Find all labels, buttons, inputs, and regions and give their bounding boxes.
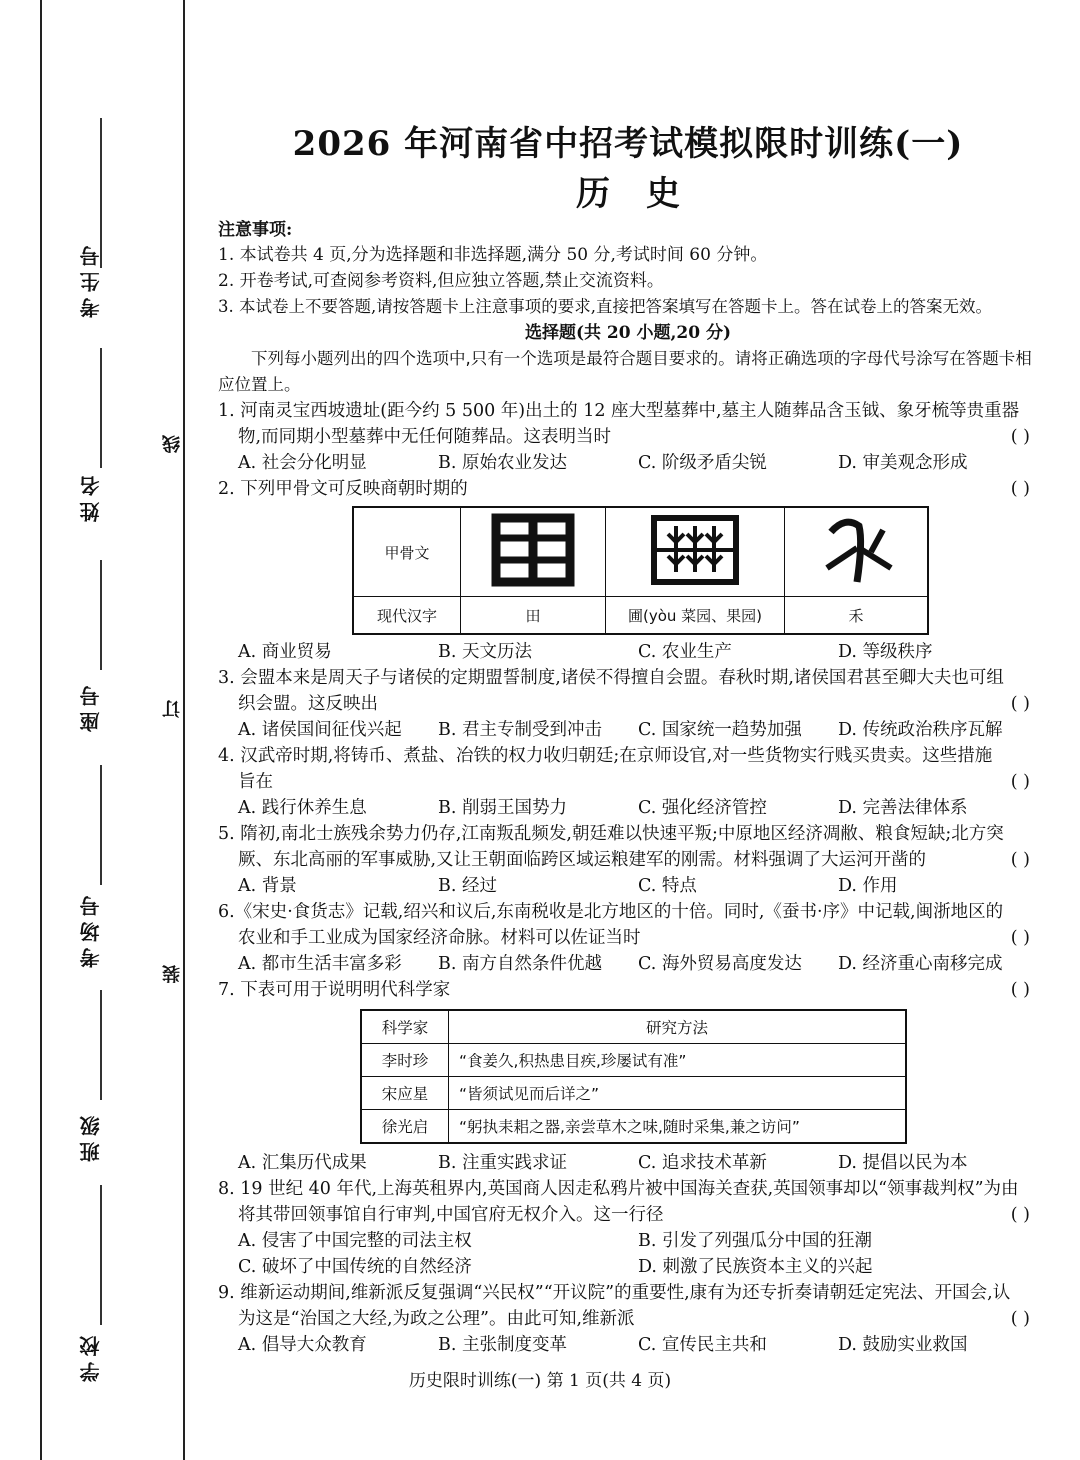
options-q8-row2 — [218, 1254, 1038, 1280]
table-row — [361, 1110, 906, 1144]
answer-blank: ( ) — [1010, 479, 1030, 499]
question-stem: 7. 下表可用于说明明代科学家 ( ) — [218, 977, 1038, 1003]
option-a: A. 践行休养生息 — [238, 798, 367, 818]
subject-title: 历史 — [576, 174, 716, 214]
option-c: C. 特点 — [638, 876, 697, 896]
option-a: A. 侵害了中国完整的司法主权 — [238, 1231, 472, 1251]
options-q1 — [218, 450, 1038, 476]
field-label-name: 姓名 — [79, 470, 103, 522]
scientist-method: “食姜久,积热患目疾,珍屡试有准” — [449, 1044, 907, 1077]
option-a: A. 倡导大众教育 — [238, 1335, 367, 1355]
oracle-pu-icon — [640, 512, 750, 588]
answer-blank: ( ) — [1010, 980, 1030, 1000]
question-2 — [218, 476, 1038, 502]
question-stem-cont: 织会盟。这反映出 ( ) — [218, 691, 1038, 717]
option-b: B. 削弱王国势力 — [438, 798, 567, 818]
option-d: D. 作用 — [838, 876, 898, 896]
question-5 — [218, 821, 1038, 873]
option-d: D. 经济重心南移完成 — [838, 954, 1003, 974]
options-q7 — [218, 1150, 1038, 1176]
question-stem: 5. 隋初,南北士族残余势力仍存,江南叛乱频发,朝廷难以快速平叛;中原地区经济凋敝、粮食短缺;北方突 — [218, 824, 1004, 844]
oracle-tian-icon — [478, 512, 588, 588]
option-d: D. 审美观念形成 — [838, 453, 968, 473]
option-c: C. 国家统一趋势加强 — [638, 720, 802, 740]
question-stem-cont: 物,而同期小型墓葬中无任何随葬品。这表明当时 ( ) — [218, 424, 1038, 450]
options-q4 — [218, 795, 1038, 821]
scientist-method: “躬执耒耜之器,亲尝草木之味,随时采集,兼之访问” — [449, 1110, 907, 1144]
field-line-seat — [100, 560, 102, 670]
option-d: D. 刺激了民族资本主义的兴起 — [638, 1257, 873, 1277]
table-row — [361, 1044, 906, 1077]
modern-char: 田 — [461, 597, 606, 635]
scientist-name: 宋应星 — [361, 1077, 449, 1110]
field-line-school — [100, 1185, 102, 1325]
option-a: A. 都市生活丰富多彩 — [238, 954, 402, 974]
field-line-class — [100, 990, 102, 1100]
option-a: A. 社会分化明显 — [238, 453, 367, 473]
binding-word-zhuang: 装 — [162, 965, 183, 983]
modern-char: 禾 — [785, 597, 929, 635]
oracle-he-icon — [801, 512, 911, 588]
scientist-table — [360, 1009, 907, 1144]
options-q9 — [218, 1332, 1038, 1358]
field-label-exam-number: 考生号 — [79, 240, 103, 318]
option-c: C. 农业生产 — [638, 642, 732, 662]
question-stem: 6.《宋史·食货志》记载,绍兴和议后,东南税收是北方地区的十倍。同时,《蚕书·序》中记载,闽浙地区的 — [218, 902, 1004, 922]
scientist-name: 徐光启 — [361, 1110, 449, 1144]
options-q5 — [218, 873, 1038, 899]
question-stem-cont: 旨在 ( ) — [218, 769, 1038, 795]
answer-blank: ( ) — [1010, 850, 1030, 870]
option-a: A. 商业贸易 — [238, 642, 332, 662]
table-row — [361, 1077, 906, 1110]
page-footer: 历史限时训练(一) 第 1 页(共 4 页) — [408, 1371, 672, 1391]
option-d: D. 传统政治秩序瓦解 — [838, 720, 1003, 740]
binding-word-xian: 线 — [162, 435, 183, 453]
option-d: D. 完善法律体系 — [838, 798, 968, 818]
question-1 — [218, 398, 1038, 450]
oracle-row-label: 现代汉字 — [353, 597, 461, 635]
question-9 — [218, 1280, 1038, 1332]
option-b: B. 经过 — [438, 876, 497, 896]
option-d: D. 鼓励实业救国 — [838, 1335, 968, 1355]
table-header: 研究方法 — [449, 1010, 907, 1044]
binding-word-ding: 订 — [162, 700, 183, 718]
question-4 — [218, 743, 1038, 795]
oracle-bone-table — [352, 506, 929, 635]
field-line-room — [100, 765, 102, 885]
options-q8-row1 — [218, 1228, 1038, 1254]
question-stem-cont: 厥、东北高丽的军事威胁,又让王朝面临跨区域运粮建军的刚需。材料强调了大运河开凿的 ( ) — [218, 847, 1038, 873]
question-stem: 2. 下列甲骨文可反映商朝时期的 ( ) — [218, 476, 1038, 502]
answer-blank: ( ) — [1010, 772, 1030, 792]
note-item: 2. 开卷考试,可查阅参考资料,但应独立答题,禁止交流资料。 — [218, 271, 664, 291]
answer-blank: ( ) — [1010, 1205, 1030, 1225]
question-stem: 8. 19 世纪 40 年代,上海英租界内,英国商人因走私鸦片被中国海关查获,英国领事却以“领事裁判权”为由 — [218, 1179, 1019, 1199]
exam-page-body — [218, 120, 1038, 1358]
binding-line-inner — [183, 0, 185, 1460]
answer-blank: ( ) — [1010, 928, 1030, 948]
section-title: 选择题(共 20 小题,20 分) — [524, 323, 732, 343]
options-q6 — [218, 951, 1038, 977]
oracle-glyph-cell — [606, 507, 785, 597]
answer-blank: ( ) — [1010, 1309, 1030, 1329]
question-stem: 3. 会盟本来是周天子与诸侯的定期盟誓制度,诸侯不得擅自会盟。春秋时期,诸侯国君甚至卿大夫也可组 — [218, 668, 1004, 688]
binding-line-outer — [40, 0, 42, 1460]
field-label-class: 班级 — [79, 1110, 103, 1162]
modern-char: 圃(yòu 菜园、果园) — [606, 597, 785, 635]
option-d: D. 提倡以民为本 — [838, 1153, 968, 1173]
question-8 — [218, 1176, 1038, 1228]
section-instruction: 下列每小题列出的四个选项中,只有一个选项是最符合题目要求的。请将正确选项的字母代号涂写在答题卡相应位置上。 — [218, 349, 1032, 394]
question-3 — [218, 665, 1038, 717]
field-line-name — [100, 348, 102, 468]
question-6 — [218, 899, 1038, 951]
option-b: B. 南方自然条件优越 — [438, 954, 602, 974]
option-b: B. 原始农业发达 — [438, 453, 567, 473]
question-stem: 4. 汉武帝时期,将铸币、煮盐、冶铁的权力收归朝廷;在京师设官,对一些货物实行贱买贵卖。这些措施 — [218, 746, 993, 766]
table-header: 科学家 — [361, 1010, 449, 1044]
question-stem-cont: 为这是“治国之大经,为政之公理”。由此可知,维新派 ( ) — [218, 1306, 1038, 1332]
scientist-method: “皆须试见而后详之” — [449, 1077, 907, 1110]
note-item: 3. 本试卷上不要答题,请按答题卡上注意事项的要求,直接把答案填写在答题卡上。答在试卷上的答案无效。 — [218, 297, 992, 316]
options-q2 — [218, 639, 1038, 665]
oracle-glyph-cell — [785, 507, 929, 597]
option-d: D. 等级秩序 — [838, 642, 933, 662]
option-c: C. 海外贸易高度发达 — [638, 954, 802, 974]
question-stem-cont: 将其带回领事馆自行审判,中国官府无权介入。这一行径 ( ) — [218, 1202, 1038, 1228]
option-c: C. 阶级矛盾尖锐 — [638, 453, 767, 473]
field-label-seat: 座号 — [79, 680, 103, 732]
option-b: B. 引发了列强瓜分中国的狂潮 — [638, 1231, 872, 1251]
question-stem: 1. 河南灵宝西坡遗址(距今约 5 500 年)出土的 12 座大型墓葬中,墓主人随葬品含玉钺、象牙梳等贵重器 — [218, 401, 1020, 421]
notes-heading: 注意事项: — [218, 220, 293, 240]
scientist-name: 李时珍 — [361, 1044, 449, 1077]
option-a: A. 背景 — [238, 876, 297, 896]
note-item: 1. 本试卷共 4 页,分为选择题和非选择题,满分 50 分,考试时间 60 分钟。 — [218, 245, 768, 265]
option-c: C. 破坏了中国传统的自然经济 — [238, 1257, 472, 1277]
option-a: A. 汇集历代成果 — [238, 1153, 367, 1173]
option-c: C. 追求技术革新 — [638, 1153, 767, 1173]
option-b: B. 注重实践求证 — [438, 1153, 567, 1173]
question-stem: 9. 维新运动期间,维新派反复强调“兴民权”“开议院”的重要性,康有为还专折奏请朝廷定宪法、开国会,认 — [218, 1283, 1011, 1303]
question-stem-cont: 农业和手工业成为国家经济命脉。材料可以佐证当时 ( ) — [218, 925, 1038, 951]
option-b: B. 天文历法 — [438, 642, 532, 662]
field-label-school: 学校 — [79, 1330, 103, 1382]
option-b: B. 君主专制受到冲击 — [438, 720, 602, 740]
field-label-room: 考场号 — [79, 890, 103, 968]
exam-title: 2026 年河南省中招考试模拟限时训练(一) — [292, 124, 964, 164]
options-q3 — [218, 717, 1038, 743]
answer-blank: ( ) — [1010, 694, 1030, 714]
option-a: A. 诸侯国间征伐兴起 — [238, 720, 402, 740]
question-7 — [218, 977, 1038, 1003]
oracle-glyph-cell — [461, 507, 606, 597]
oracle-row-label: 甲骨文 — [353, 507, 461, 597]
option-b: B. 主张制度变革 — [438, 1335, 567, 1355]
option-c: C. 宣传民主共和 — [638, 1335, 767, 1355]
answer-blank: ( ) — [1010, 427, 1030, 447]
option-c: C. 强化经济管控 — [638, 798, 767, 818]
